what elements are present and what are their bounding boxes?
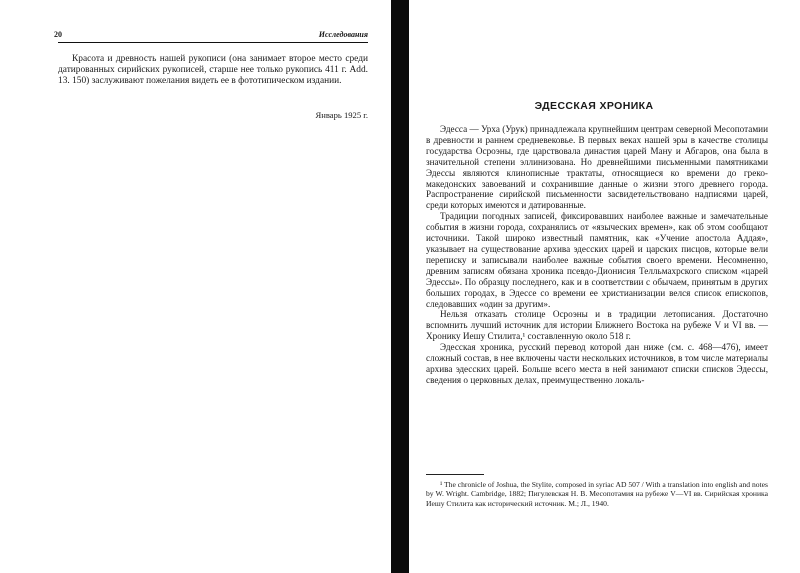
left-page (40, 30, 370, 550)
body-paragraph: Традиции погодных записей, фиксировавших наиболее важные и замечательные события в жизни города, сохранялись от «языческих времен», как об этом сообщают источники. Такой широко известный памятник, как «Учение апостола Аддая», указывает на существование архива эдесских царей и царских писцов, которые вели переписку и записывали наиболее важные события своего времени. Несомненно, древним записям обязана хроника псевдо-Дионисия Телльмахрского списком «царей Эдессы». По образцу последнего, как и в соответствии с обычаем, принятым в других больших городах, в Эдессе со времени ее христианизации велся список епископов, следовавших «один за другим». (426, 211, 768, 309)
body-paragraph: Эдесская хроника, русский перевод которой дан ниже (см. с. 468—476), имеет сложный состав, в нее включены части нескольких источников, в том числе материалы архива эдесских царей. Больше всего места в ней занимают списки списков Эдессы, сведения о церковных делах, преимущественно локаль- (426, 342, 768, 385)
right-page (418, 10, 770, 565)
body-text (426, 124, 768, 386)
date-line: Январь 1925 г. (315, 110, 368, 120)
page-number: 20 (54, 30, 62, 39)
footnote-text: ¹ The chronicle of Joshua, the Stylite, composed in syriac AD 507 / With a translation into english and notes by W. Wright. Cambridge, 1882; Пигулевская Н. В. Месопотамия на рубеже V—VI вв. Сирийская хроника Иешу Стилита как исторический источник. М.; Л., 1940. (426, 480, 768, 508)
body-paragraph: Нельзя отказать столице Осроэны и в традиции летописания. Достаточно вспомнить лучший источник для истории Ближнего Востока на рубеже V и VI вв. — Хронику Иешу Стилита,¹ составленную около 518 г. (426, 309, 768, 342)
running-header (54, 30, 368, 43)
footnote (426, 480, 768, 508)
closing-paragraph: Красота и древность нашей рукописи (она занимает второе место среди датированных сирийских рукописей, старше нее только рукопись 411 г. Add. 13. 150) заслуживают пожелания видеть ее в фототипическом издании. (58, 54, 368, 87)
chapter-title: ЭДЕССКАЯ ХРОНИКА (534, 100, 654, 112)
running-head-title: Исследования (318, 30, 368, 39)
body-paragraph: Эдесса — Урха (Урук) принадлежала крупнейшим центрам северной Месопотамии в древности и раннем средневековье. В первых веках нашей эры в качестве столицы государства Осроэны, где царствовала династия царей Ману и Абгаров, она была в значительной степени эллинизована. Но древнейшими письменными памятниками Эдессы являются клинописные трактаты, относящиеся ко времени до греко-македонских завоеваний и сохранившие данные о жизни этого древнего города. Распространение сирийской письменности засвидетельствовано надписями царей, среди которых имеются и датированные. (426, 124, 768, 211)
footnote-divider (426, 474, 484, 475)
book-gutter (391, 0, 409, 573)
